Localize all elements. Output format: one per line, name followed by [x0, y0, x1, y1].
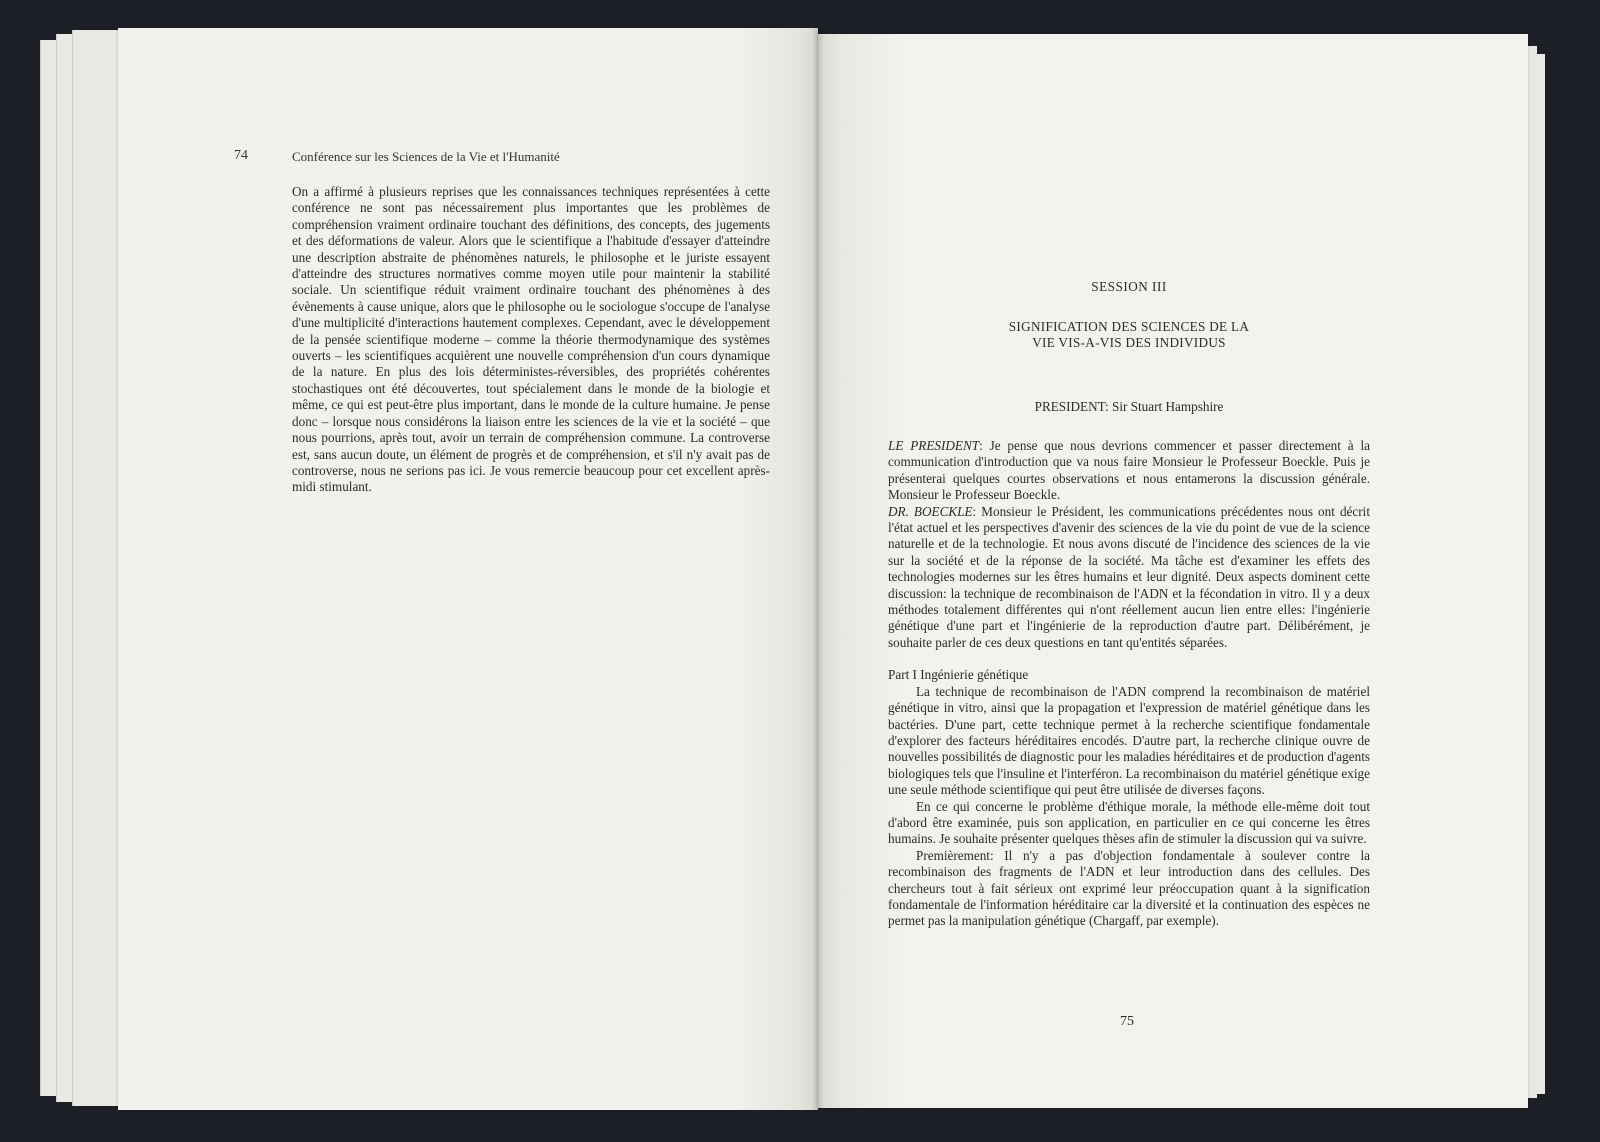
paragraph: La technique de recombinaison de l'ADN comprend la recombinaison de matériel génétique in vitro, ainsi que la propagation et l'expression de matériel génétique dans les bactéries. D'une part, cette technique permet à la recherche scientifique fondamentale d'explorer des facteurs héréditaires encodés. D'autre part, la recherche clinique ouvre de nouvelles possibilités de diagnostic pour les maladies héréditaires et de production d'agents biologiques tels que l'insuline et l'interféron. La recombinaison du matériel génétique exige une seule méthode scientifique qui peut être utilisée de diverses façons. — [888, 683, 1370, 798]
president-label: PRESIDENT: — [1034, 399, 1109, 414]
session-title — [888, 319, 1370, 351]
book-gutter — [812, 28, 824, 1110]
paragraph-president — [888, 438, 1370, 504]
page-number-right: 75 — [1120, 1014, 1134, 1029]
paragraph: En ce qui concerne le problème d'éthique morale, la méthode elle-même doit tout d'abord être examinée, puis son application, en particulier en ce qui concerne les êtres humains. Je souhaite présenter quelques thèses afin de stimuler la discussion qui va suivre. — [888, 798, 1370, 847]
president-name: Sir Stuart Hampshire — [1112, 399, 1224, 414]
paragraph: On a affirmé à plusieurs reprises que les connaissances techniques représentées à cette conférence ne sont pas nécessairement plus importantes que les problèmes de compréhension vraiment ordinaire touchant des définitions, des concepts, des jugements et des déformations de valeur. Alors que le scientifique a l'habitude d'essayer d'atteindre une description abstraite de phénomènes naturels, le philosophe et le juriste essayent d'atteindre des structures normatives comme moyen utile pour maintenir la stabilité sociale. Un scientifique réduit vraiment ordinaire touchant des phénomènes à des évènements à cause unique, alors que le philosophe ou le sociologue s'occupe de l'analyse d'une multiplicité d'interactions hautement complexes. Cependant, avec le développement de la pensée scientifique moderne – comme la théorie thermodynamique des systèmes ouverts – les scientifiques acquièrent une nouvelle compréhension d'un cours dynamique de la nature. En plus des lois déterministes-réversibles, des propriétés cohérentes stochastiques ont été découvertes, tout spécialement dans le monde de la biologie et même, ce qui est peut-être plus important, dans le monde de la culture humaine. Je pense donc – lorsque nous considérons la liaison entre les sciences de la vie et la société – que nous pourrions, après tout, avoir un terrain de compréhension commune. La controverse est, sans aucun doute, un élément de progrès et de compréhension, et s'il n'y avait pas de controverse, nous ne serions pas ici. Je vous remercie beaucoup pour cet excellent après-midi stimulant. — [292, 184, 770, 495]
president-line — [888, 399, 1370, 415]
speech-text: : Monsieur le Président, les communications précédentes nous ont décrit l'état actuel et les perspectives d'avenir des sciences de la vie du point de vue de la science naturelle et de la technologie. Et nous avons discuté de l'incidence des sciences de la vie sur la société et de la réponse de la société. Ma tâche est d'examiner les effets des technologies modernes sur les êtres humains et leur dignité. Deux aspects dominent cette discussion: la technique de recombinaison de l'ADN et la fécondation in vitro. Il y a deux méthodes totalement différentes qui n'ont réellement aucun lien entre elles: l'ingénierie génétique d'une part et l'ingénierie de la reproduction d'autre part. Délibérément, je souhaite parler de ces deux questions en tant qu'entités séparées. — [888, 503, 1370, 650]
session-heading: SESSION III — [1091, 279, 1167, 294]
speaker-name: DR. BOECKLE — [888, 503, 973, 519]
left-page-body — [292, 184, 770, 496]
session-title-line-1: SIGNIFICATION DES SCIENCES DE LA — [1008, 319, 1250, 334]
right-page-body — [888, 438, 1370, 930]
paragraph-boeckle — [888, 504, 1370, 652]
show-through-left — [292, 510, 770, 980]
session-title-line-2: VIE VIS-A-VIS DES INDIVIDUS — [1032, 335, 1226, 350]
part-heading: Part I Ingénierie génétique — [888, 667, 1029, 683]
paragraph: Premièrement: Il n'y a pas d'objection fondamentale à soulever contre la recombinaison des fragments de l'ADN et leur introduction dans des cellules. Des chercheurs tout à fait sérieux ont exprimé leur préoccupation quant à la signification fondamentale de l'information héréditaire car la diversité et la continuation des espèces ne permet pas la manipulation génétique (Chargaff, par exemple). — [888, 847, 1370, 929]
speech-text: : Je pense que nous devrions commencer et passer directement à la communication d'introduction que va nous faire Monsieur le Professeur Boeckle. Puis je présenterai quelques courtes observations et nous entamerons la discussion générale. Monsieur le Professeur Boeckle. — [888, 438, 1370, 503]
speaker-name: LE PRESIDENT — [888, 438, 980, 453]
page-number-left: 74 — [234, 148, 248, 163]
running-title: Conférence sur les Sciences de la Vie et l'Humanité — [292, 149, 560, 164]
